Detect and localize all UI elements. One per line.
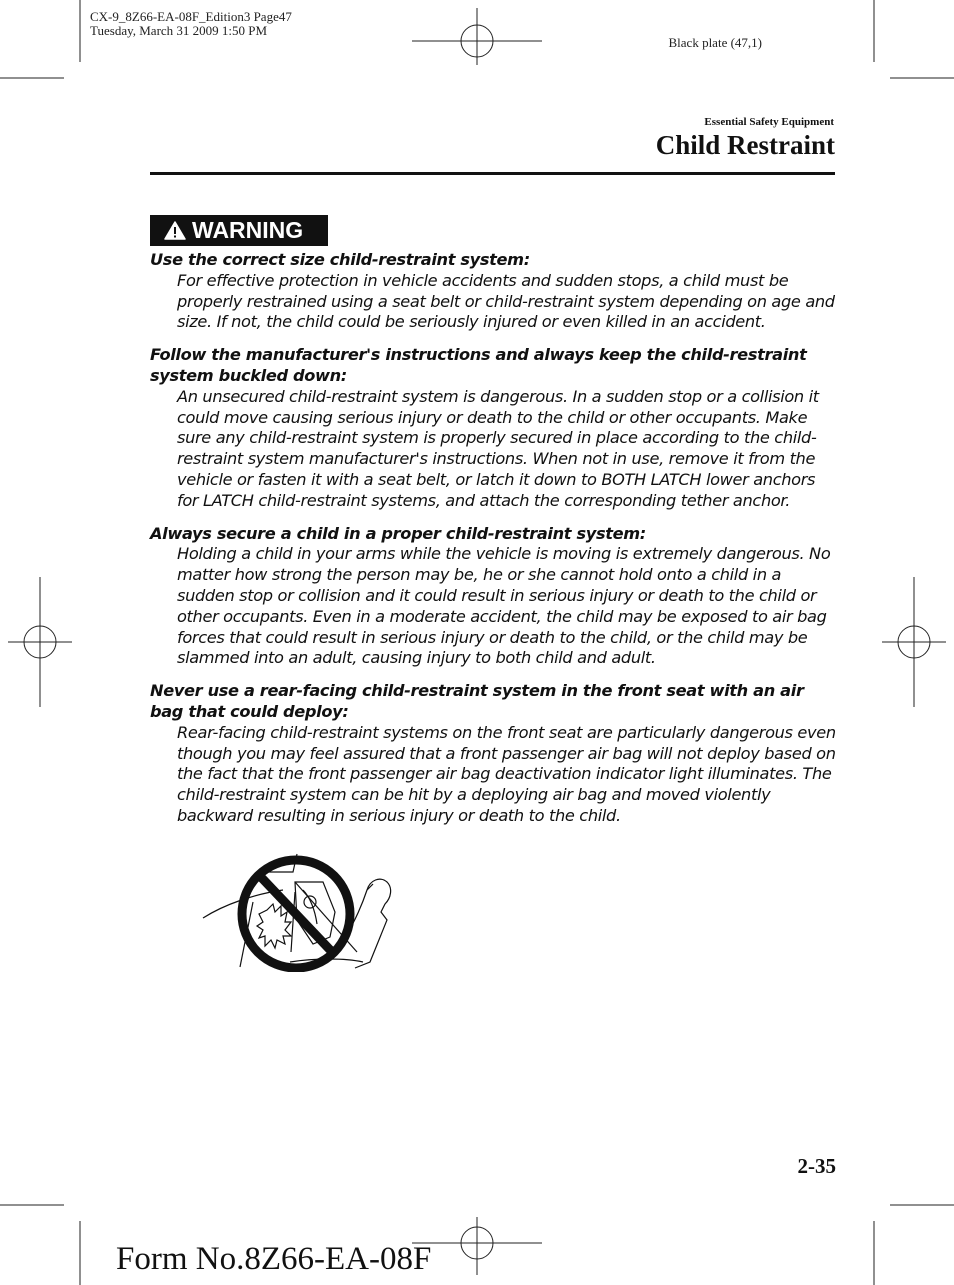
- page-number: 2-35: [797, 1154, 836, 1178]
- warning-heading: Use the correct size child-restraint system:: [150, 250, 530, 269]
- warning-heading: Always secure a child in a proper child-restraint system:: [150, 523, 646, 543]
- section-label: Essential Safety Equipment: [704, 116, 834, 128]
- form-number: Form No.8Z66-EA-08F: [116, 1241, 432, 1277]
- warning-badge: [150, 215, 328, 246]
- warning-body: For effective protection in vehicle accidents and sudden stops, a child must be properly restrained using a seat belt or child-restraint system depending on age and size. If not, the child could be seriously injured or even killed in an accident.: [177, 270, 835, 332]
- warning-item: [150, 681, 838, 827]
- print-file-line: CX-9_8Z66-EA-08F_Edition3 Page47: [90, 9, 292, 24]
- title-rule: [150, 172, 835, 175]
- warning-item: [150, 345, 838, 511]
- warning-heading: Never use a rear-facing child-restraint system in the front seat with an air bag that could deploy:: [150, 681, 804, 721]
- warning-heading: Follow the manufacturer's instructions and always keep the child-restraint system buckled down:: [150, 345, 807, 385]
- print-date-line: Tuesday, March 31 2009 1:50 PM: [90, 23, 268, 38]
- plate-label: Black plate (47,1): [668, 35, 762, 50]
- warning-body: An unsecured child-restraint system is dangerous. In a sudden stop or a collision it could move causing serious injury or death to the child or other occupants. Make sure any child-restraint system is properly secured in place according to the child-restraint system manufacturer's instructions. When not in use, remove it from the vehicle or fasten it with a seat belt, or latch it down to BOTH LATCH lower anchors for LATCH child-restraint systems, and attach the corresponding tether anchor.: [177, 386, 819, 510]
- warning-item: [150, 524, 838, 670]
- warning-body: Holding a child in your arms while the vehicle is moving is extremely dangerous. No matter how strong the person may be, he or she cannot hold onto a child in a sudden stop or collision and it could result in serious injury or death to the child or other occupants. Even in a moderate accident, the child may be exposed to air bag forces that could result in serious injury or death to the child, or the child may be slammed into an adult, causing injury to both child and adult.: [177, 544, 831, 668]
- warning-item: [150, 250, 838, 333]
- prohibited-rear-facing-child-seat-icon: [195, 842, 400, 972]
- warning-triangle-icon: [164, 221, 186, 240]
- page-title: Child Restraint: [655, 130, 835, 160]
- warning-body: Rear-facing child-restraint systems on the front seat are particularly dangerous even though you may feel assured that a front passenger air bag will not deploy based on the fact that the front passenger air bag deactivation indicator light illuminates. The child-restraint system can be hit by a deploying air bag and moved violently backward resulting in serious injury or death to the child.: [177, 722, 836, 825]
- warning-content: [150, 250, 838, 839]
- warning-label: WARNING: [192, 217, 304, 243]
